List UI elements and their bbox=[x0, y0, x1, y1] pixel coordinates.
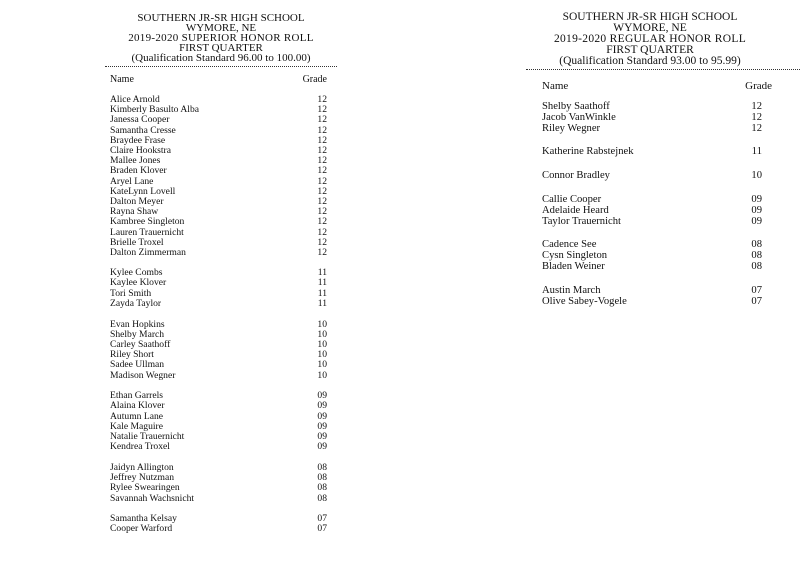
student-grade: 12 bbox=[317, 216, 327, 228]
student-name: Sadee Ullman bbox=[110, 359, 165, 371]
student-grade: 09 bbox=[751, 215, 762, 227]
student-grade: 12 bbox=[317, 134, 327, 146]
city: WYMORE, NE bbox=[613, 22, 687, 34]
student-grade: 12 bbox=[317, 206, 327, 218]
student-grade: 12 bbox=[317, 226, 327, 238]
qualification-standard: (Qualification Standard 93.00 to 95.99) bbox=[559, 55, 741, 67]
student-name: Olive Sabey-Vogele bbox=[542, 295, 627, 307]
student-grade: 09 bbox=[317, 441, 327, 453]
student-name: Rayna Shaw bbox=[110, 206, 159, 218]
city: WYMORE, NE bbox=[185, 22, 257, 34]
list-item bbox=[528, 171, 772, 182]
school-name: SOUTHERN JR-SR HIGH SCHOOL bbox=[137, 12, 305, 24]
list-item bbox=[528, 286, 772, 297]
student-grade: 09 bbox=[317, 400, 327, 412]
list-item bbox=[105, 494, 337, 504]
student-name: Adelaide Heard bbox=[542, 204, 609, 216]
student-grade: 12 bbox=[751, 122, 762, 134]
roll-title: 2019-2020 SUPERIOR HONOR ROLL bbox=[128, 32, 314, 44]
student-name: Braydee Frase bbox=[110, 134, 166, 146]
list-item bbox=[528, 206, 772, 217]
student-grade: 12 bbox=[317, 247, 327, 258]
student-grade: 09 bbox=[751, 204, 762, 216]
student-grade: 11 bbox=[751, 146, 762, 158]
name-header: Name bbox=[542, 80, 569, 92]
grade-header: Grade bbox=[745, 80, 772, 92]
student-name: Braden Klover bbox=[110, 165, 167, 177]
student-grade: 08 bbox=[751, 250, 762, 262]
student-name: Riley Wegner bbox=[542, 122, 601, 134]
student-grade: 12 bbox=[317, 114, 327, 126]
student-grade: 09 bbox=[317, 410, 327, 422]
student-name: Jaidyn Allington bbox=[110, 461, 174, 473]
student-grade: 10 bbox=[317, 318, 327, 330]
student-grade: 09 bbox=[317, 431, 327, 442]
quarter: FIRST QUARTER bbox=[179, 42, 263, 54]
student-name: Savannah Wachsnicht bbox=[110, 492, 195, 504]
student-name: Alaina Klover bbox=[110, 400, 165, 412]
student-name: Kambree Singleton bbox=[110, 216, 185, 228]
student-grade: 12 bbox=[317, 236, 327, 248]
student-grade: 12 bbox=[317, 165, 327, 177]
student-name: Callie Cooper bbox=[542, 194, 602, 205]
roll-title: 2019-2020 REGULAR HONOR ROLL bbox=[553, 33, 747, 45]
student-name: Katherine Rabstejnek bbox=[542, 146, 634, 158]
list-item bbox=[105, 360, 337, 370]
student-name: Janessa Cooper bbox=[110, 114, 170, 126]
list-item bbox=[528, 124, 772, 135]
student-name: Brielle Troxel bbox=[110, 236, 164, 248]
student-name: Shelby Saathoff bbox=[542, 101, 610, 112]
student-name: Jacob VanWinkle bbox=[542, 111, 616, 123]
student-grade: 11 bbox=[317, 297, 327, 309]
list-item bbox=[105, 442, 337, 452]
list-item bbox=[528, 262, 772, 273]
student-grade: 11 bbox=[317, 267, 327, 279]
student-grade: 08 bbox=[751, 261, 762, 272]
student-grade: 10 bbox=[317, 349, 327, 361]
list-item bbox=[105, 483, 337, 493]
student-grade: 07 bbox=[751, 295, 762, 307]
quarter: FIRST QUARTER bbox=[606, 44, 694, 56]
student-grade: 10 bbox=[317, 369, 327, 381]
student-grade: 07 bbox=[751, 284, 762, 296]
student-grade: 09 bbox=[317, 390, 327, 402]
student-name: Samantha Kelsay bbox=[110, 513, 177, 525]
student-name: Alice Arnold bbox=[110, 94, 160, 105]
student-name: Kendrea Troxel bbox=[110, 441, 170, 453]
student-name: Ethan Garrels bbox=[110, 390, 164, 402]
list-item bbox=[528, 217, 772, 228]
qualification-standard: (Qualification Standard 96.00 to 100.00) bbox=[131, 52, 311, 64]
student-name: Dalton Meyer bbox=[110, 196, 164, 207]
student-grade: 10 bbox=[751, 170, 762, 182]
grade-header: Grade bbox=[302, 74, 327, 85]
student-grade: 12 bbox=[317, 94, 327, 105]
list-item bbox=[528, 147, 772, 158]
student-grade: 08 bbox=[317, 461, 327, 473]
school-name: SOUTHERN JR-SR HIGH SCHOOL bbox=[562, 11, 738, 23]
student-grade: 12 bbox=[317, 124, 327, 136]
student-name: Taylor Trauernicht bbox=[542, 215, 621, 227]
list-item bbox=[105, 524, 337, 534]
student-name: Shelby March bbox=[110, 328, 165, 340]
student-name: Jeffrey Nutzman bbox=[110, 472, 175, 484]
student-grade: 10 bbox=[317, 338, 327, 350]
student-name: Autumn Lane bbox=[110, 410, 164, 422]
student-grade: 12 bbox=[317, 185, 327, 197]
student-name: Cadence See bbox=[542, 239, 597, 251]
student-name: Tori Smith bbox=[110, 287, 152, 299]
student-name: Aryel Lane bbox=[110, 175, 154, 187]
student-name: Riley Short bbox=[110, 349, 154, 361]
name-header: Name bbox=[110, 74, 134, 85]
list-item bbox=[528, 297, 772, 308]
student-name: Zayda Taylor bbox=[110, 297, 162, 309]
student-grade: 09 bbox=[751, 194, 762, 205]
student-name: Natalie Trauernicht bbox=[110, 431, 185, 442]
list-item bbox=[105, 248, 337, 258]
student-name: Kimberly Basulto Alba bbox=[110, 104, 199, 116]
list-item bbox=[105, 371, 337, 381]
student-grade: 08 bbox=[317, 492, 327, 504]
student-grade: 08 bbox=[751, 239, 762, 251]
student-name: Kale Maguire bbox=[110, 420, 164, 432]
student-grade: 12 bbox=[317, 175, 327, 187]
student-grade: 10 bbox=[317, 328, 327, 340]
student-name: Bladen Weiner bbox=[542, 261, 605, 272]
student-name: Lauren Trauernicht bbox=[110, 226, 184, 238]
student-name: Cysn Singleton bbox=[542, 250, 608, 262]
student-name: Carley Saathoff bbox=[110, 338, 171, 350]
student-grade: 12 bbox=[317, 196, 327, 207]
student-grade: 12 bbox=[317, 155, 327, 167]
student-name: Connor Bradley bbox=[542, 170, 610, 182]
student-name: Evan Hopkins bbox=[110, 318, 165, 330]
list-item bbox=[528, 113, 772, 124]
student-name: Dalton Zimmerman bbox=[110, 247, 186, 258]
student-grade: 07 bbox=[317, 513, 327, 525]
list-item bbox=[105, 299, 337, 309]
student-name: Mallee Jones bbox=[110, 155, 161, 167]
student-grade: 12 bbox=[317, 104, 327, 116]
student-grade: 12 bbox=[751, 111, 762, 123]
student-name: KateLynn Lovell bbox=[110, 185, 176, 197]
student-grade: 07 bbox=[317, 523, 327, 535]
student-name: Rylee Swearingen bbox=[110, 482, 180, 494]
student-grade: 12 bbox=[317, 145, 327, 156]
student-grade: 10 bbox=[317, 359, 327, 371]
student-grade: 08 bbox=[317, 472, 327, 484]
student-name: Cooper Warford bbox=[110, 523, 173, 535]
student-grade: 11 bbox=[317, 287, 327, 299]
student-name: Kaylee Klover bbox=[110, 277, 167, 289]
student-grade: 08 bbox=[317, 482, 327, 494]
student-grade: 09 bbox=[317, 420, 327, 432]
student-grade: 11 bbox=[317, 277, 327, 289]
student-name: Kylee Combs bbox=[110, 267, 163, 279]
student-name: Madison Wegner bbox=[110, 369, 176, 381]
student-name: Austin March bbox=[542, 284, 601, 296]
student-grade: 12 bbox=[751, 101, 762, 112]
student-name: Samantha Cresse bbox=[110, 124, 176, 136]
student-name: Claire Hookstra bbox=[110, 145, 172, 156]
dotted-divider bbox=[105, 66, 337, 71]
dotted-divider bbox=[526, 69, 800, 74]
